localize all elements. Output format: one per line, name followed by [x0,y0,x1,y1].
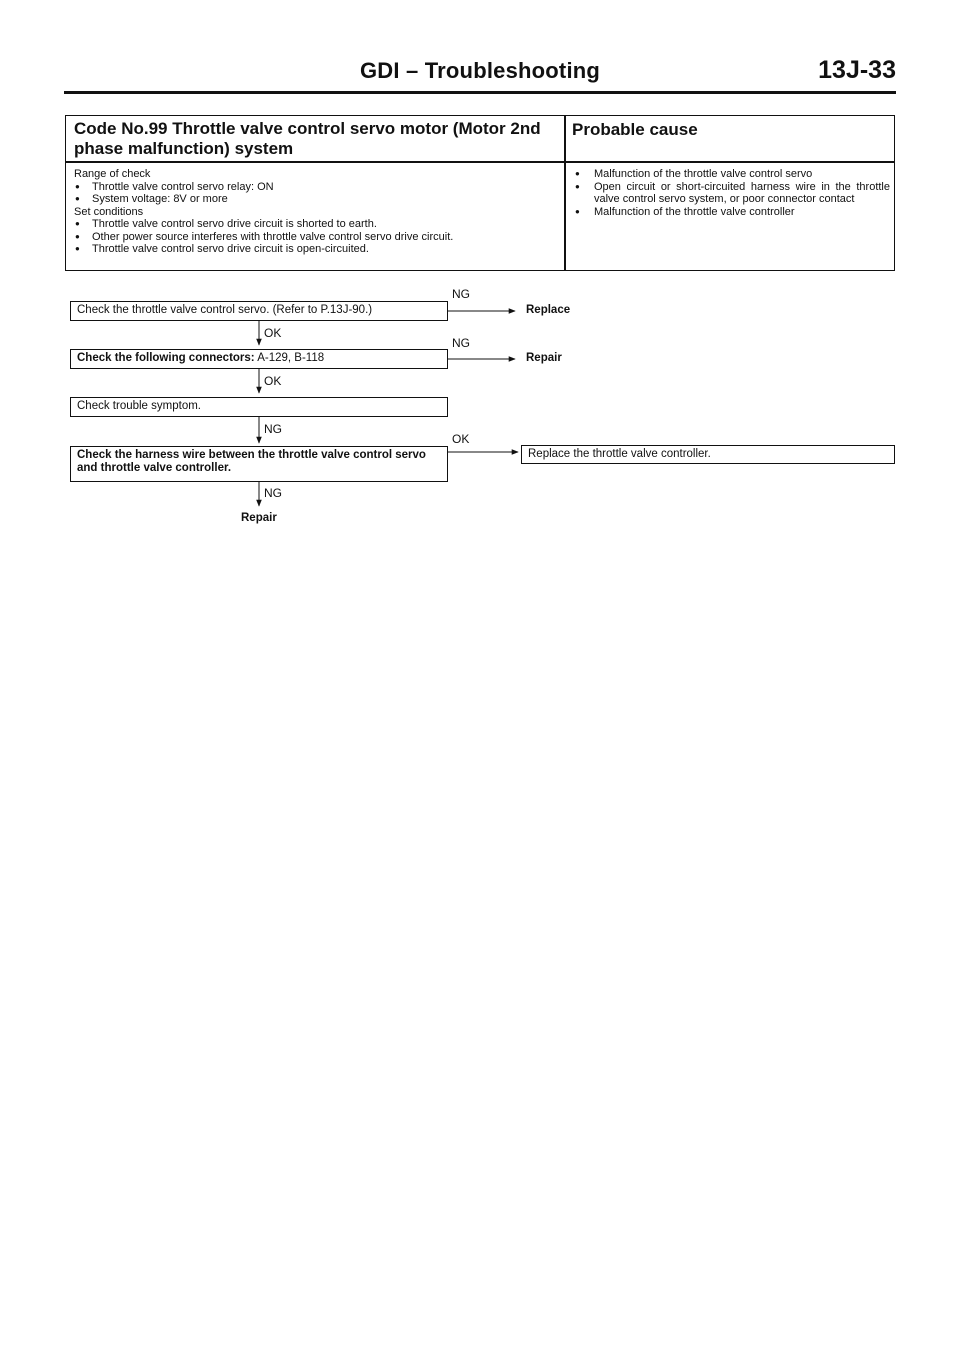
set-item: ● Other power source interferes with throttle valve control servo drive circuit. [74,231,560,244]
step-replace-controller: Replace the throttle valve controller. [521,445,895,464]
range-item: ● Throttle valve control servo relay: ON [74,181,560,194]
step-check-harness: Check the harness wire between the throttle valve control servo and throttle valve controller. [70,446,448,482]
result-final-repair: Repair [241,512,277,524]
label-s1-ok: OK [264,326,282,340]
label-s1-ng: NG [452,287,470,301]
set-item: ● Throttle valve control servo drive circuit is shorted to earth. [74,218,560,231]
page-number: 13J-33 [818,56,896,84]
label-s2-ng: NG [452,336,470,350]
code-title: Code No.99 Throttle valve control servo motor (Motor 2nd phase malfunction) system [74,119,541,158]
result-replace: Replace [526,304,571,316]
set-heading: Set conditions [74,205,144,218]
page-title: GDI – Troubleshooting [359,58,601,83]
range-heading: Range of check [74,168,151,180]
cause-item: ● Open circuit or short-circuited harness wire in the throttle valve control servo system, or poor connector contact [574,181,890,206]
set-item: ● Throttle valve control servo drive circuit is open-circuited. [74,243,560,256]
label-s3-ng: NG [264,422,282,436]
result-repair: Repair [526,352,562,364]
probable-cause-heading: Probable cause [572,120,698,139]
cause-item: ● Malfunction of the throttle valve control servo [574,168,890,181]
step-check-symptom: Check trouble symptom. [70,397,448,417]
cause-item: ● Malfunction of the throttle valve controller [574,206,890,219]
label-s4-ok: OK [452,432,470,446]
step-check-servo: Check the throttle valve control servo. (Refer to P.13J-90.) [70,301,448,321]
label-s2-ok: OK [264,374,282,388]
connectors-prefix: Check the following connectors: [77,352,255,364]
label-s4-ng: NG [264,486,282,500]
range-item: ● System voltage: 8V or more [74,193,560,206]
step-check-connectors [70,349,448,369]
connectors-list: A-129, B-118 [257,352,325,364]
